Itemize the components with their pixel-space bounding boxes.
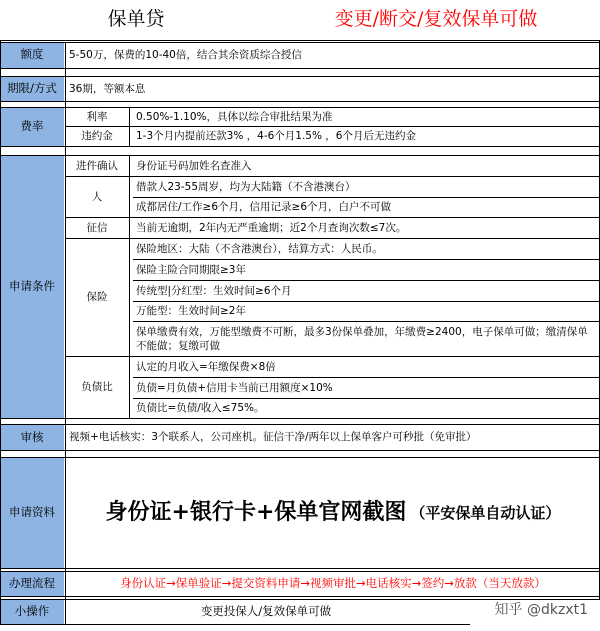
review-label: 审核 bbox=[0, 425, 64, 450]
person-value: 成都居住/工作≥6个月，信用记录≥6个月，白户不可做 bbox=[136, 201, 391, 214]
interest-label: 利率 bbox=[86, 110, 108, 123]
person-value: 借款人23-55周岁，均为大陆籍（不含港澳台） bbox=[136, 180, 356, 193]
watermark: 知乎 @dkzxt1 bbox=[494, 602, 588, 618]
debt-value: 认定的月收入=年缴保费×8倍 bbox=[136, 360, 276, 373]
entry-value: 身份证号码加姓名查准入 bbox=[136, 159, 252, 172]
product-title: 保单贷 bbox=[107, 8, 165, 31]
insurance-label: 保险 bbox=[86, 291, 108, 304]
term-label: 期限/方式 bbox=[0, 77, 64, 101]
insurance-value: 保单缴费有效，万能型缴费不可断，最多3份保单叠加，年缴费≥2400，电子保单可做；缴清保单不能做；复缴可做 bbox=[136, 325, 588, 352]
credit-label: 征信 bbox=[86, 221, 108, 234]
quota-value: 5-50万，保费的10-40倍，结合其余资质综合授信 bbox=[69, 48, 302, 61]
materials-note: （平安保单自动认证） bbox=[410, 503, 561, 522]
insurance-value: 万能型：生效时间≥2年 bbox=[136, 305, 246, 318]
materials-main: 身份证+银行卡+保单官网截图 bbox=[105, 499, 407, 526]
person-label: 人 bbox=[91, 190, 103, 203]
rate-label: 费率 bbox=[0, 108, 64, 146]
product-scope-title: 变更/断交/复效保单可做 bbox=[334, 8, 538, 31]
debt-value: 负债=月负债+信用卡当前已用额度×10% bbox=[136, 381, 333, 394]
debt-label: 负债比 bbox=[81, 381, 113, 394]
interest-value: 0.50%-1.10%，具体以综合审批结果为准 bbox=[136, 110, 333, 123]
insurance-value: 传统型|分红型：生效时间≥6个月 bbox=[136, 284, 292, 297]
term-value: 36期，等额本息 bbox=[69, 82, 146, 95]
tips-label: 小操作 bbox=[0, 600, 64, 624]
process-value: 身份认证→保单验证→提交资料申请→视频审批→电话核实→签约→放款（当天放款） bbox=[120, 576, 546, 591]
credit-value: 当前无逾期，2年内无严重逾期；近2个月查询次数≤7次。 bbox=[136, 221, 407, 234]
materials-label: 申请资料 bbox=[0, 458, 64, 568]
tips-value: 变更投保人/复效保单可做 bbox=[200, 604, 332, 619]
penalty-label: 违约金 bbox=[81, 130, 113, 143]
process-label: 办理流程 bbox=[0, 572, 64, 596]
review-value: 视频+电话核实：3个联系人，公司座机。征信干净/两年以上保单客户可秒批（免审批） bbox=[69, 431, 477, 444]
penalty-value: 1-3个月内提前还款3% ，4-6个月1.5% ，6个月后无违约金 bbox=[136, 130, 416, 143]
insurance-value: 保险主险合同期限≥3年 bbox=[136, 263, 246, 276]
entry-label: 进件确认 bbox=[76, 159, 118, 172]
insurance-value: 保险地区：大陆（不含港澳台），结算方式：人民币。 bbox=[136, 242, 383, 255]
quota-label: 额度 bbox=[0, 42, 64, 68]
debt-value: 负债比=负债/收入≤75%。 bbox=[136, 402, 265, 415]
materials-value bbox=[66, 458, 600, 568]
conditions-label: 申请条件 bbox=[0, 155, 64, 418]
